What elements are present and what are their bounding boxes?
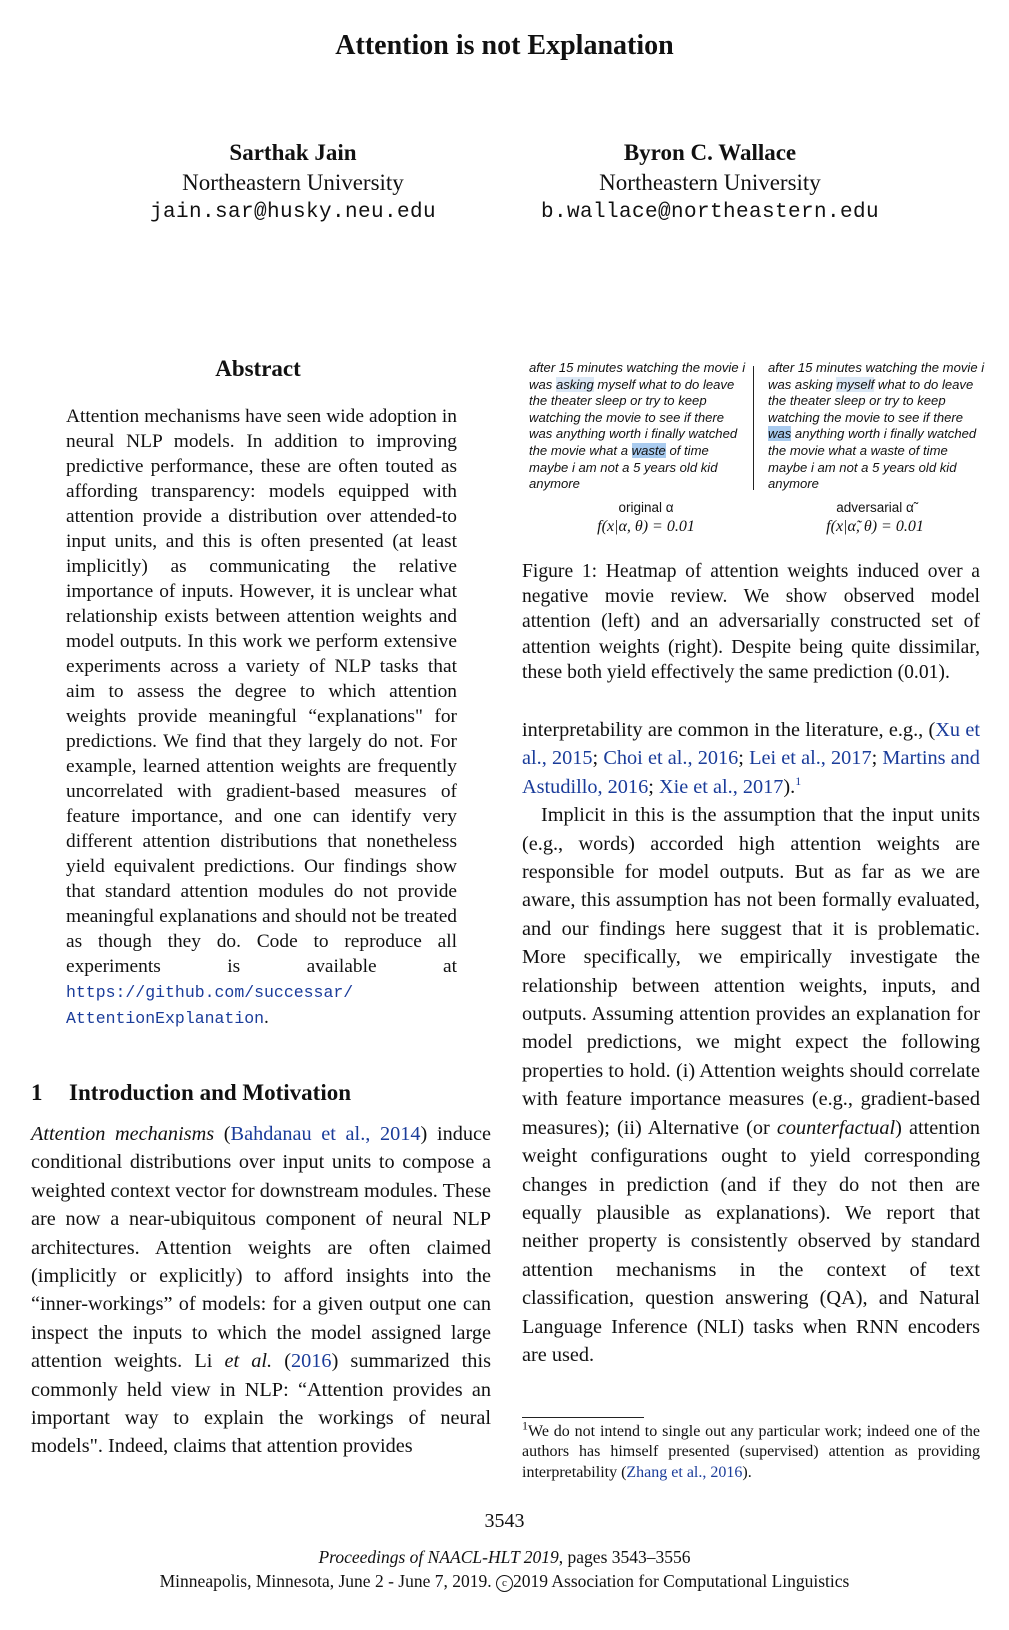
adversarial-label: adversarial α̃ [836, 500, 914, 515]
code-link[interactable]: https://github.com/successar/ [66, 983, 354, 1002]
text-span: ). [783, 775, 796, 798]
review-text: myself what to do leave the theater sleep or try to keep watching the movie to see if there was anything worth i finally watched the movie what a [529, 376, 738, 458]
emphasis-text: counterfactual [776, 1116, 896, 1139]
review-text: anything worth i finally watched the movie what a waste of time maybe i am not a 5 years old kid anymore [768, 426, 977, 492]
intro-continued [522, 716, 980, 1369]
abstract-heading: Abstract [215, 356, 301, 381]
emphasis-text: Attention mechanisms [31, 1123, 215, 1145]
text-span: ) induce conditional distributions over input units to compose a weighted context vector for downstream modules. These are now a near-ubiquitous component of neural NLP architectures. Attention weights are often claimed (implicitly or explicitly) to afford insights into the “inner-workings” of models: for a given output one can inspect the inputs to which the model assigned large attention weights. Li [31, 1123, 492, 1373]
original-label: original α [618, 500, 674, 515]
abstract-text [66, 404, 457, 1031]
text-span: ) attention weight configurations ought to yield corresponding changes in prediction (and if they do not then are equally plausible as explanations). We report that neither property is consistently observed by standard attention mechanisms in the context of text classification, question answering (QA), and Natural Language Inference (NLI) tasks when RNN encoders are used. [522, 1116, 980, 1366]
citation-link[interactable]: Zhang et al., 2016 [626, 1463, 743, 1481]
footnote [522, 1418, 980, 1483]
footnote-marker[interactable]: 1 [795, 774, 802, 789]
citation-link[interactable]: Martins and Astudillo, 2016 [522, 747, 980, 798]
text-span: ( [272, 1350, 291, 1373]
author-block [520, 138, 900, 228]
text-span: ; [871, 747, 883, 770]
footnote-rule [522, 1417, 644, 1418]
copyright-text: 2019 Association for Computational Linguistics [512, 1571, 850, 1591]
location-line [0, 1571, 1009, 1592]
abstract-body-text: Attention mechanisms have seen wide adoption in neural NLP models. In addition to improving predictive performance, these are often touted as affording transparency: models equipped with attention provide a distribution over attended-to input units, and this is often presented (at least implicitly) as communicating the relative importance of inputs. However, it is unclear what relationship exists between attention weights and model outputs. In this work we perform extensive experiments across a variety of NLP tasks that aim to assess the degree to which attention weights provide meaningful “explanations" for predictions. We find that they largely do not. For example, learned attention weights are frequently uncorrelated with gradient-based measures of feature importance, and one can identify very different attention distributions that nonetheless yield equivalent predictions. Our findings show that standard attention modules do not provide meaningful explanations and should not be treated as though they do. Code to reproduce all experiments is available at [66, 406, 457, 977]
proceedings-line [0, 1547, 1009, 1568]
footnote-number: 1 [522, 1418, 528, 1433]
author-email[interactable]: jain.sar@husky.neu.edu [149, 201, 437, 224]
section-number: 1 [31, 1080, 43, 1105]
proceedings-name: Proceedings of NAACL-HLT 2019 [318, 1547, 559, 1567]
emphasis-text: et al. [224, 1350, 273, 1373]
text-span: ) summarized this commonly held view in NLP: “Attention provides an important way to explain the workings of neural models". Indeed, claims that attention provides [31, 1350, 491, 1458]
paragraph-continued [522, 719, 980, 798]
figure-caption: Figure 1: Heatmap of attention weights induced over a negative movie review. We show observed model attention (left) and an adversarially constructed set of attention weights (right). Despite being quite dissimilar, these both yield effectively the same prediction (0.01). [522, 561, 980, 683]
citation-link[interactable]: Xu et al., 2015 [522, 719, 980, 770]
citation-link[interactable]: Xie et al., 2017 [658, 775, 784, 798]
original-formula: f(x|α, θ) = 0.01 [597, 518, 695, 535]
section-heading [31, 1080, 491, 1106]
adversarial-formula: f(x|α̃, θ) = 0.01 [826, 518, 924, 535]
code-link-continued[interactable]: AttentionExplanation [66, 1009, 265, 1028]
highlighted-word: was [768, 426, 792, 442]
figure-divider [753, 366, 754, 490]
author-email[interactable]: b.wallace@northeastern.edu [540, 201, 880, 224]
citation-link[interactable]: Lei et al., 2017 [749, 747, 872, 770]
page-number: 3543 [484, 1510, 525, 1532]
highlighted-word: myself [836, 376, 875, 392]
paper-title: Attention is not Explanation [335, 30, 674, 61]
attention-heatmap-original [529, 360, 747, 493]
author-name: Sarthak Jain [229, 140, 357, 165]
location-text: Minneapolis, Minnesota, June 2 - June 7, 2019. [159, 1571, 492, 1591]
proceedings-pages: , pages 3543–3556 [558, 1547, 691, 1567]
author-affiliation: Northeastern University [182, 170, 404, 195]
text-span: Implicit in this is the assumption that the input units (e.g., words) accorded high attention weights are responsible for model outputs. But as far as we are aware, this assumption has not been formally evaluated, and our findings here suggest that it is problematic. More specifically, we empirically investigate the relationship between attention weights, inputs, and outputs. Assuming attention provides an explanation for model predictions, we might expect the following properties to hold. (i) Attention weights should correlate with feature importance measures (e.g., gradient-based measures); (ii) Alternative (or [522, 804, 980, 1139]
copyright-icon: c [496, 1575, 513, 1592]
footnote-text: We do not intend to single out any particular work; indeed one of the authors has himself presented (supervised) attention as providing interpretability ( [522, 1423, 980, 1481]
text-span: interpretability are common in the literature, e.g., ( [522, 719, 936, 741]
text-span: ; [648, 775, 659, 798]
attention-heatmap-adversarial [768, 360, 986, 493]
highlighted-word: asking [555, 376, 594, 392]
citation-link[interactable]: Choi et al., 2016 [603, 747, 739, 770]
paragraph [522, 801, 980, 1369]
review-text: of time maybe i am not a 5 years old kid anymore [529, 442, 718, 492]
highlighted-word: waste [631, 442, 666, 458]
author-name: Byron C. Wallace [623, 140, 797, 165]
citation-link[interactable]: Bahdanau et al., 2014 [230, 1123, 421, 1145]
author-affiliation: Northeastern University [599, 170, 821, 195]
review-text: after 15 minutes watching the movie i was [529, 360, 746, 392]
citation-link[interactable]: 2016 [291, 1350, 332, 1373]
review-text: after 15 minutes watching the movie i was asking [768, 360, 985, 392]
text-span: ( [214, 1123, 231, 1145]
abstract-end: . [264, 1007, 269, 1028]
review-text: what to do leave the theater sleep or try to keep watching the movie to see if there [768, 376, 974, 425]
intro-paragraph [31, 1120, 491, 1461]
text-span: ). [742, 1463, 752, 1481]
section-title: Introduction and Motivation [69, 1080, 352, 1105]
author-block [103, 138, 483, 228]
text-span: ; [592, 747, 604, 770]
text-span: ; [738, 747, 750, 770]
